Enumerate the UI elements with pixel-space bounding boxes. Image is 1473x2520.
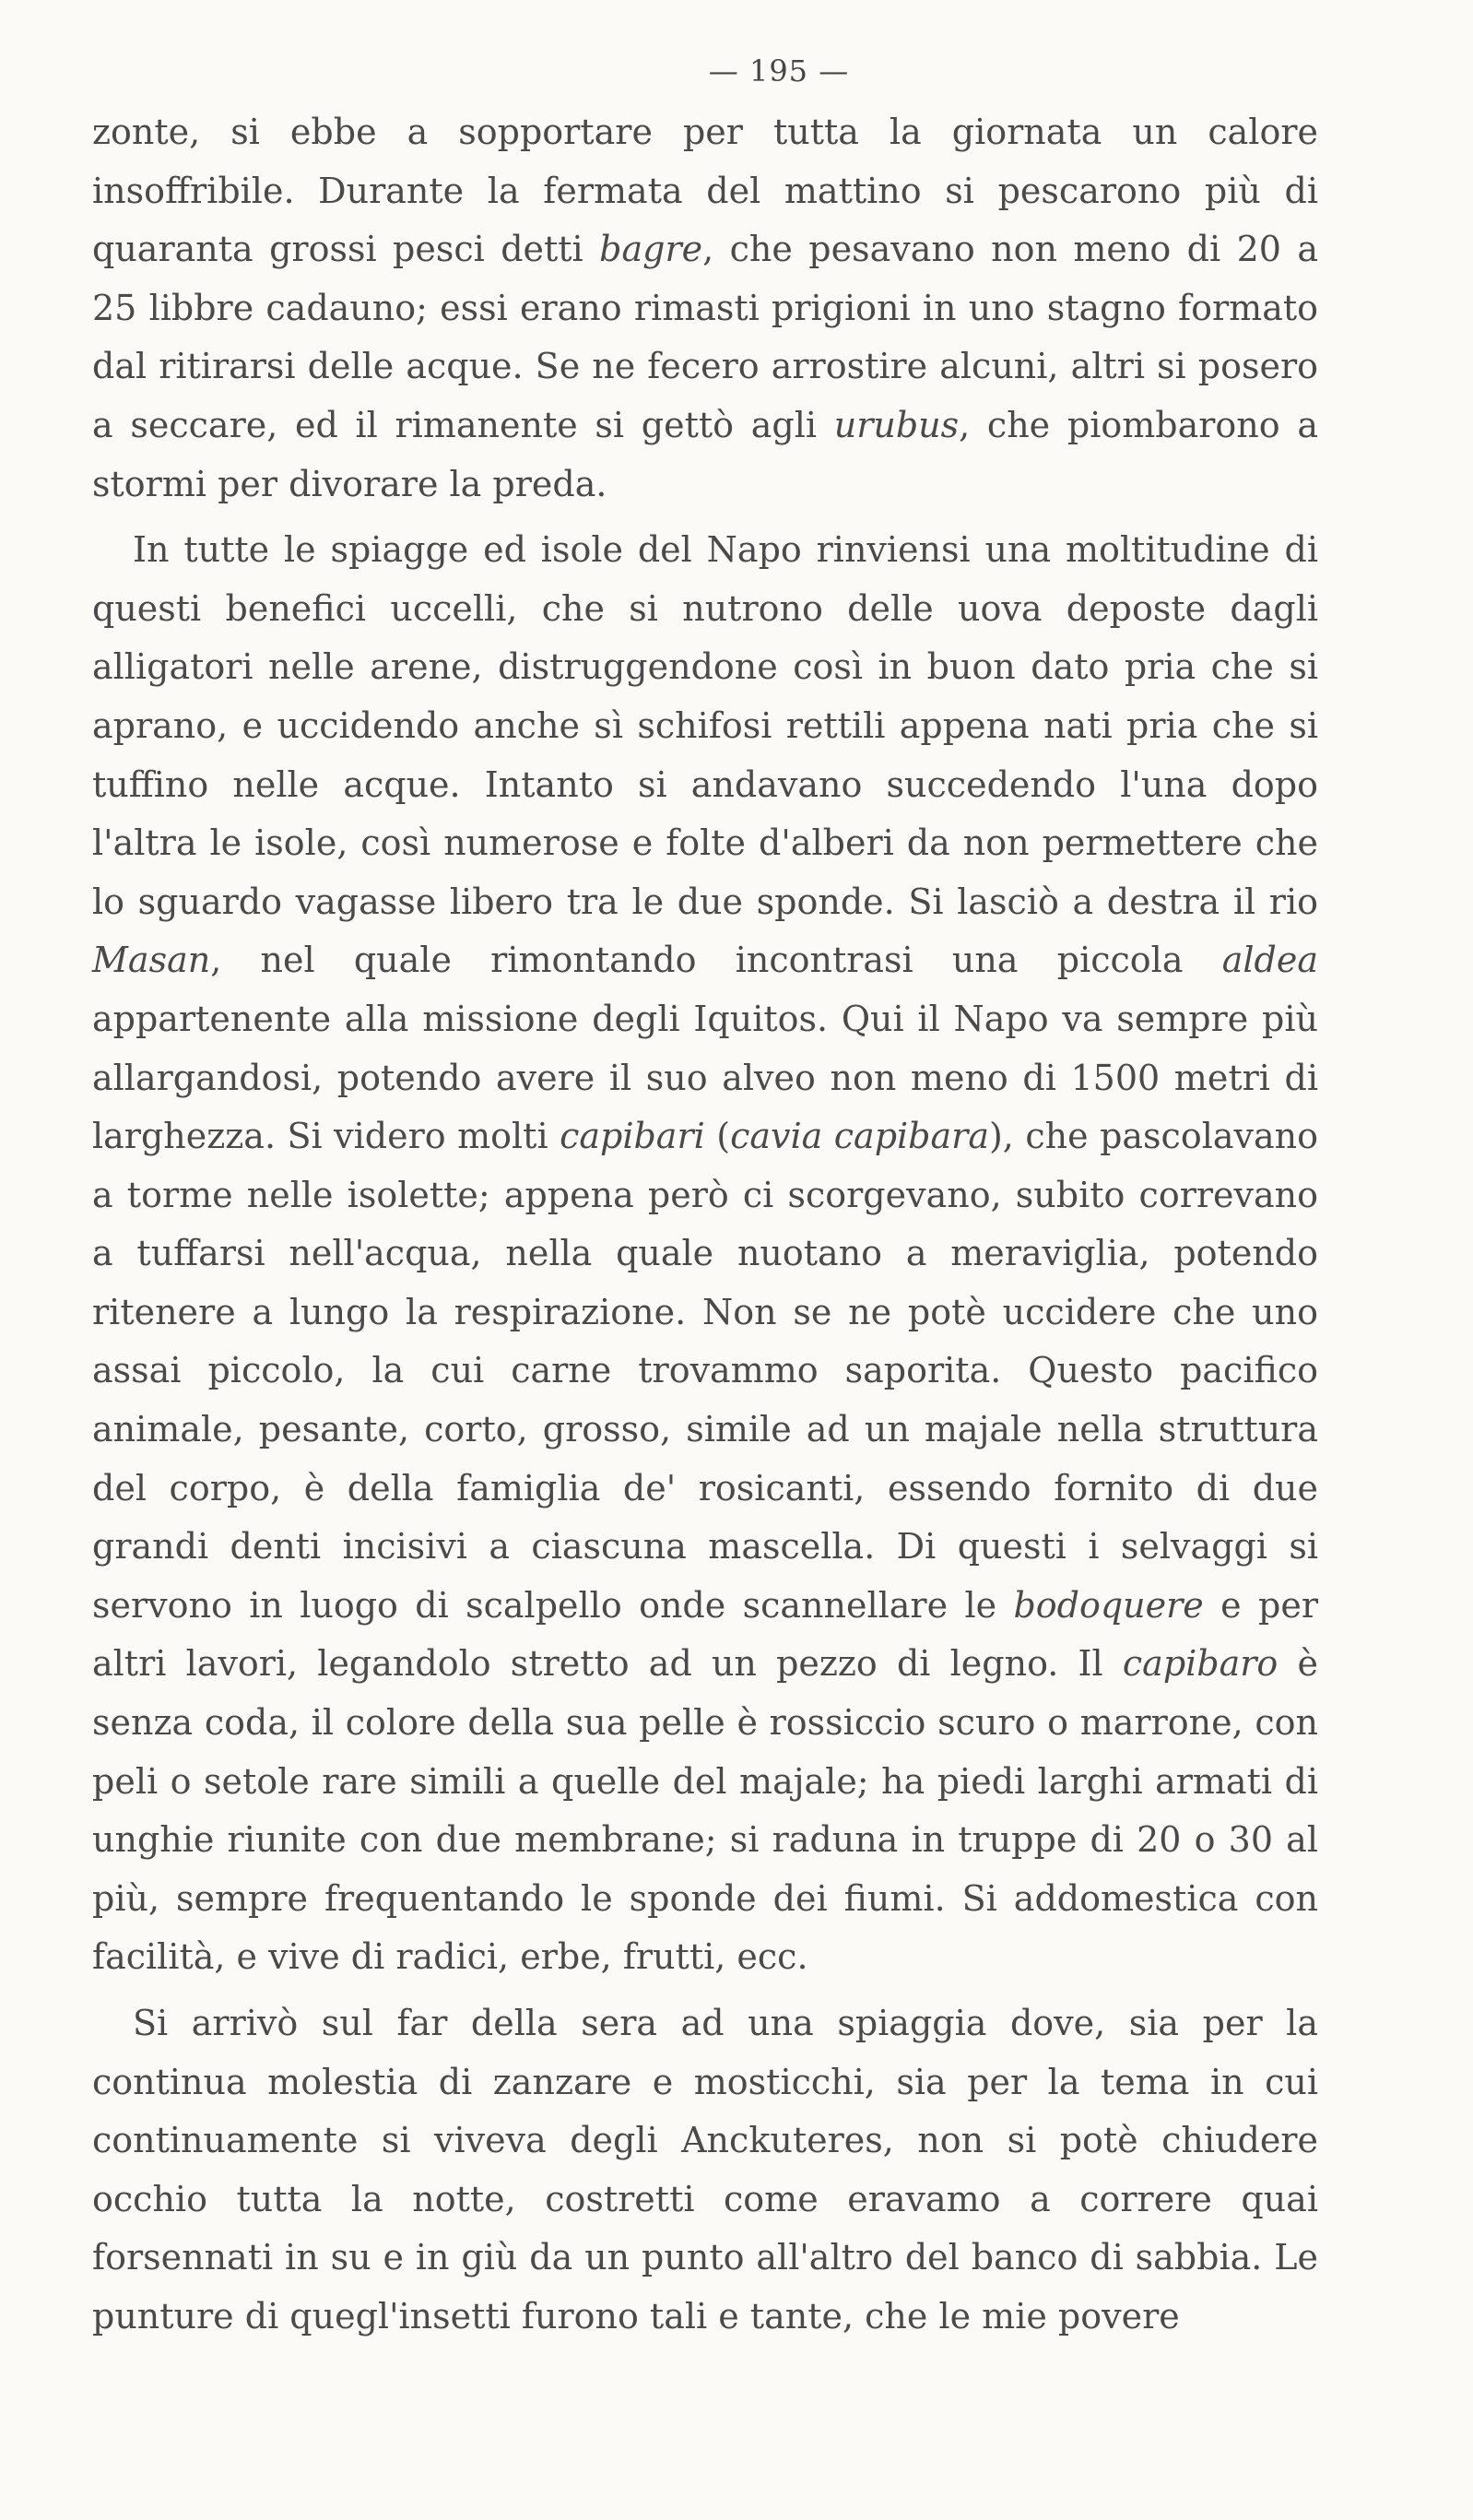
text-run: zonte, si ebbe a sopportare per tutta la giornata un calore insoffribile. Durante la fermata del mattino si pescarono più di quaranta grossi pesci detti [92,112,1318,270]
text-run: Si arrivò sul far della sera ad una spiaggia dove, sia per la continua molestia di zanzare e mosticchi, sia per la tema in cui continuamente si viveva degli Anckuteres, non si potè chiudere occhio tutta la notte, costretti come eravamo a correre quai forsennati in su e in giù da un punto all'altro del banco di sabbia. Le punture di quegl'insetti furono tali e tante, che le mie povere [92,2003,1318,2337]
italic-term: urubus [833,404,960,445]
italic-term: capibari [560,1116,705,1157]
text-run: e per altri lavori, legandolo stretto ad un pezzo di legno. Il [92,1584,1319,1685]
italic-term: bagre [599,229,703,270]
italic-term: cavia capibara [730,1116,989,1157]
paragraph-gap [92,1987,1318,1994]
text-run: , che piombarono a stormi per divorare la preda. [92,404,1318,504]
paragraph-3 [92,1994,1318,2347]
paragraph-2 [92,521,1318,1987]
italic-term: capibaro [1122,1643,1279,1685]
italic-term: Masan [92,940,211,981]
text-run: è senza coda, il colore della sua pelle è rossiccio scuro o marrone, con peli o setole rare simili a quelle del majale; ha piedi larghi armati di unghie riunite con due membrane; si raduna in truppe di 20 o 30 al più, sempre frequentando le sponde dei fiumi. Si addomestica con facilità, e vive di radici, erbe, frutti, ecc. [92,1643,1318,1978]
text-run: , nel quale rimontando incontrasi una piccola [210,940,1222,981]
text-run: ), che pascolavano a torme nelle isolette; appena però ci scorgevano, subito correvano a tuffarsi nell'acqua, nella quale nuotano a meraviglia, potendo ritenere a lungo la respirazione. Non se ne potè uccidere che uno assai piccolo, la cui carne trovammo saporita. Questo pacifico animale, pesante, corto, grosso, simile ad un majale nella struttura del corpo, è della famiglia de' rosicanti, essendo fornito di due grandi denti incisivi a ciascuna mascella. Di questi i selvaggi si servono in luogo di scalpello onde scannellare le [92,1116,1318,1626]
paragraph-gap [92,514,1318,521]
book-page [92,53,1318,2347]
paragraph-1 [92,103,1318,514]
text-run: appartenente alla missione degli Iquitos. Qui il Napo va sempre più allargandosi, potendo avere il suo alveo non meno di 1500 metri di larghezza. Si videro molti [92,998,1318,1157]
text-run: In tutte le spiagge ed isole del Napo rinviensi una moltitudine di questi benefici uccelli, che si nutrono delle uova deposte dagli alligatori nelle arene, distruggendone così in buon dato pria che si aprano, e uccidendo anche sì schifosi rettili appena nati pria che si tuffino nelle acque. Intanto si andavano succedendo l'una dopo l'altra le isole, così numerose e folte d'alberi da non permettere che lo sguardo vagasse libero tra le due sponde. Si lasciò a destra il rio [92,529,1318,922]
text-run: , che pesavano non meno di 20 a 25 libbre cadauno; essi erano rimasti prigioni in uno stagno formato dal ritirarsi delle acque. Se ne fecero arrostire alcuni, altri si posero a seccare, ed il rimanente si gettò agli [92,229,1318,445]
italic-term: aldea [1221,940,1318,981]
italic-term: bodoquere [1013,1584,1204,1626]
page-number: — 195 — [708,53,850,89]
text-run: ( [704,1116,731,1157]
